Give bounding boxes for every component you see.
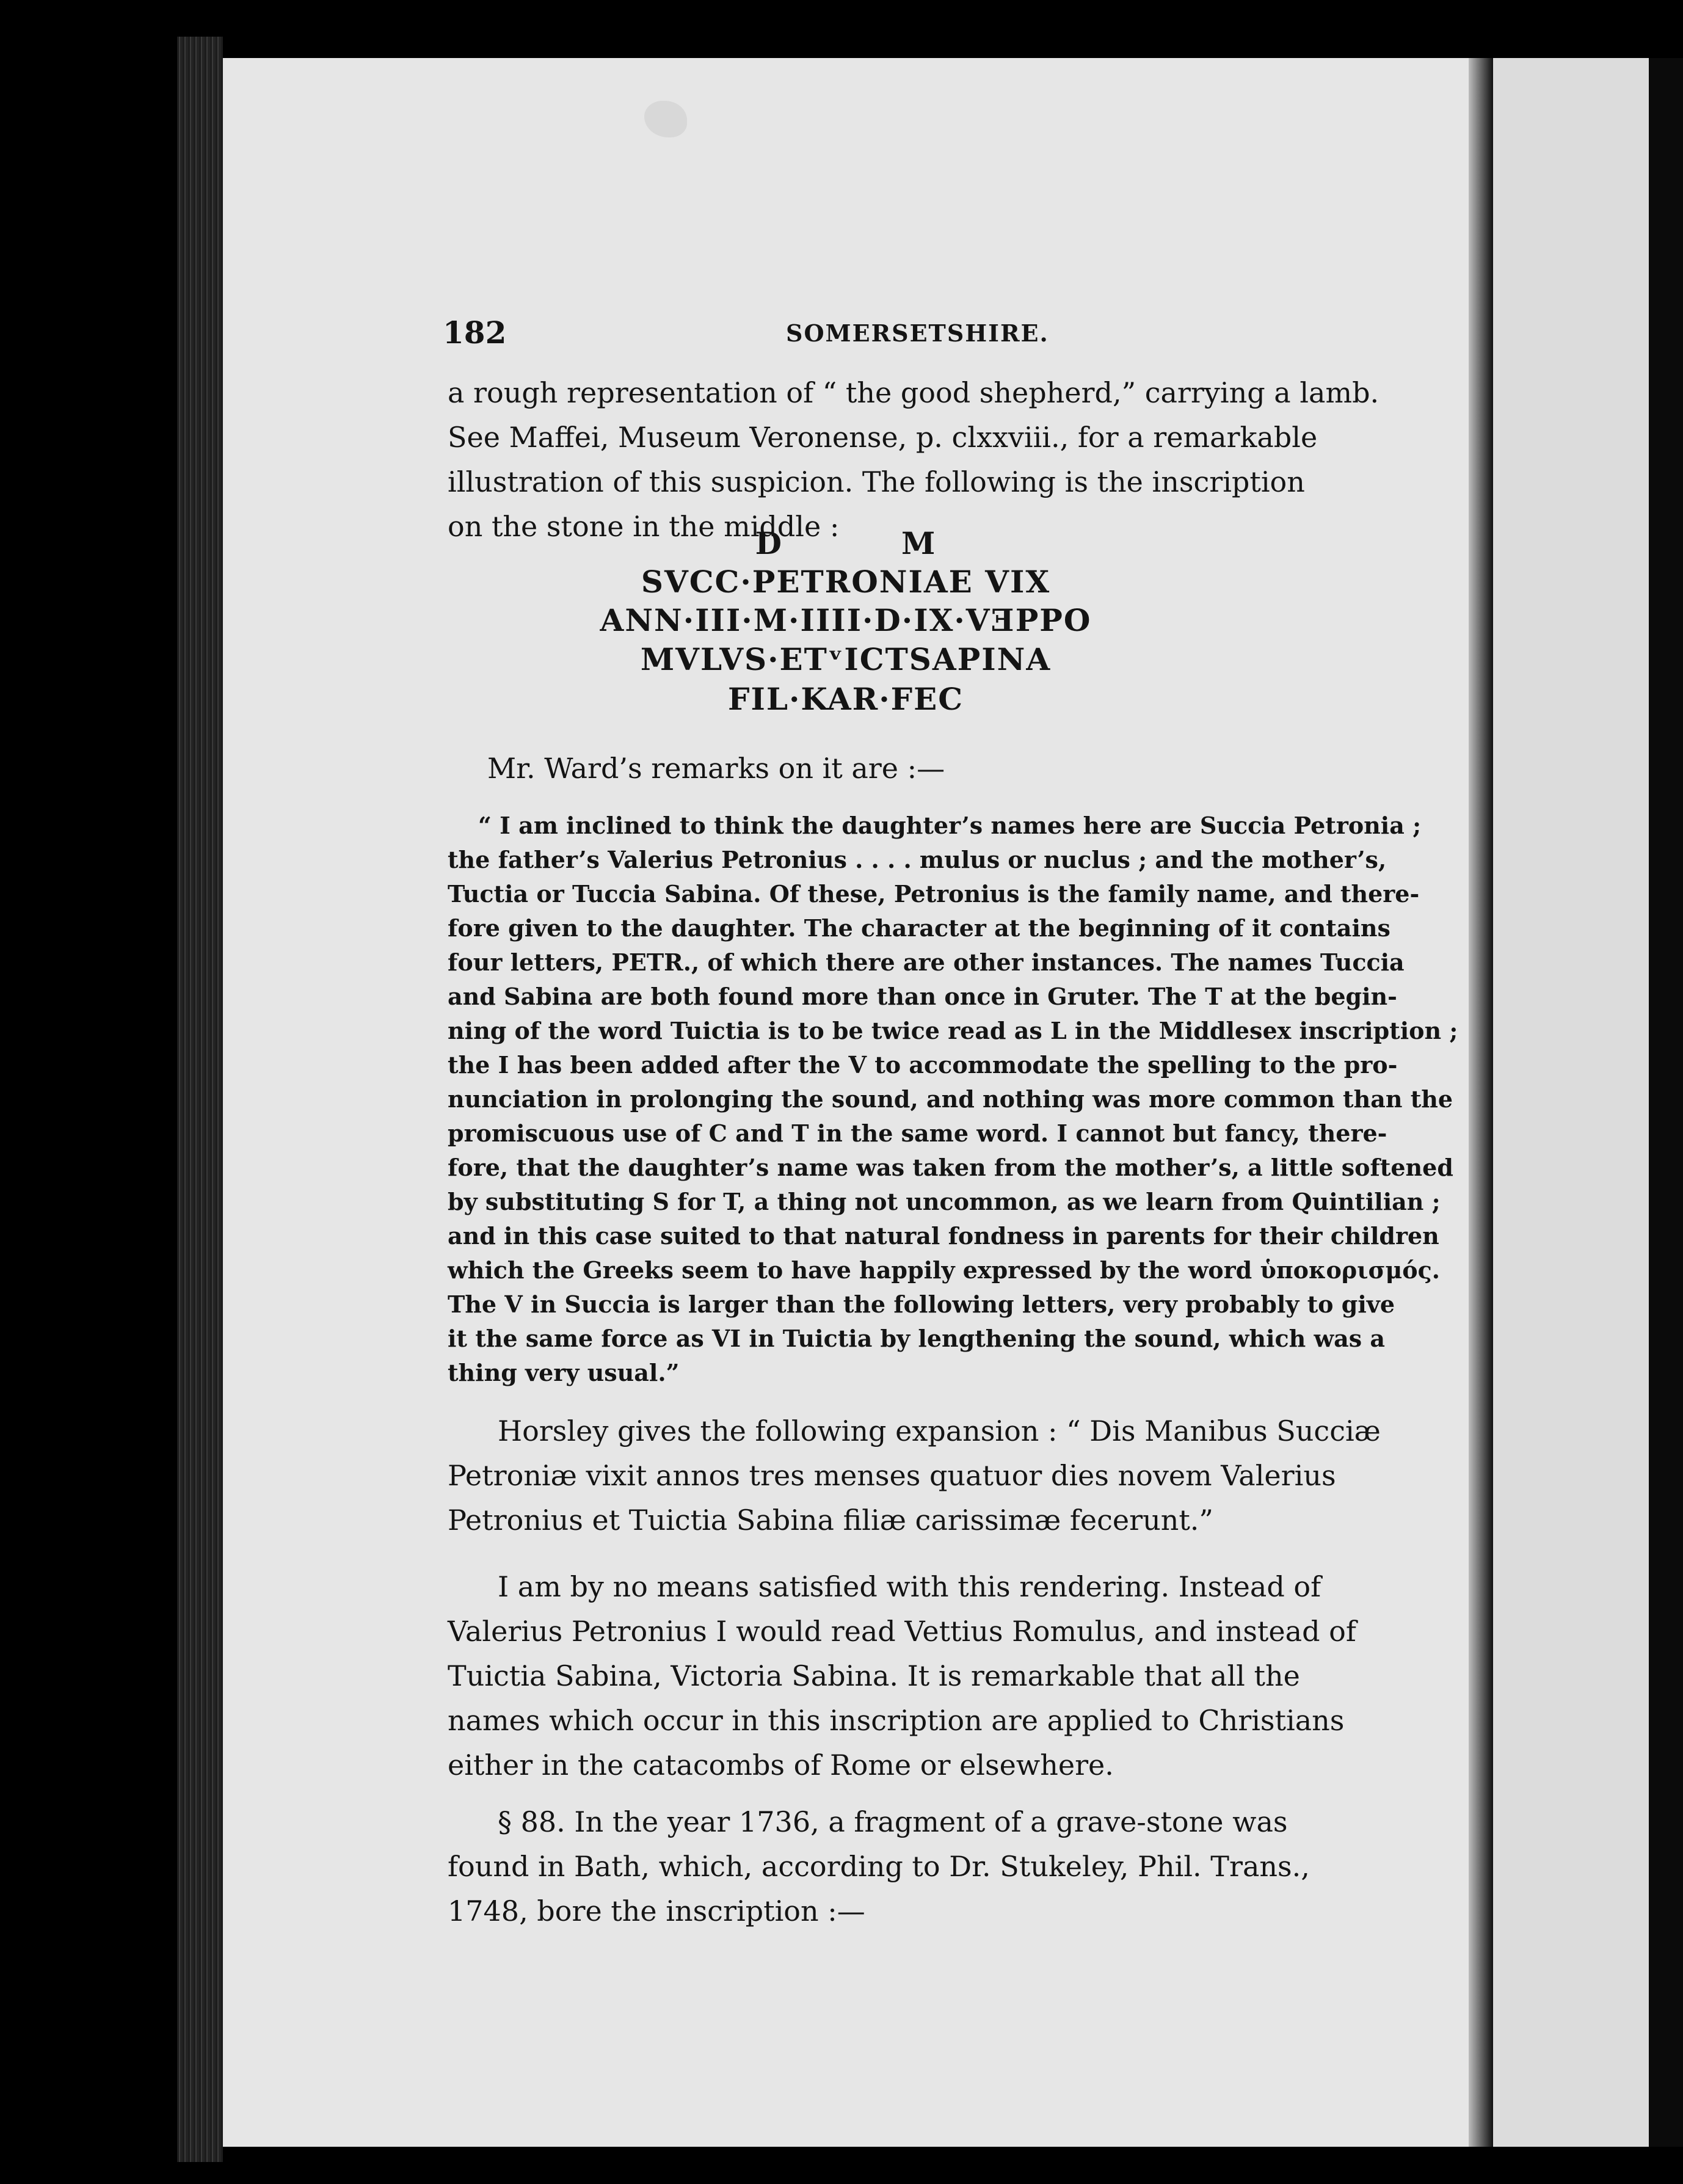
- inscription-line: SVCC·PETRONIAE VIX: [641, 564, 1051, 600]
- quote-line: fore given to the daughter. The character at the beginning of it contains: [448, 914, 1390, 942]
- quote-line: four letters, PETR., of which there are other instances. The names Tuccia: [448, 948, 1405, 976]
- quote-line: Tuctia or Tuccia Sabina. Of these, Petronius is the family name, and there-: [448, 880, 1420, 908]
- text-line: found in Bath, which, according to Dr. Stukeley, Phil. Trans.,: [448, 1850, 1310, 1883]
- text-line: on the stone in the middle :: [448, 510, 840, 543]
- text-line: I am by no means satisfied with this rendering. Instead of: [498, 1570, 1321, 1603]
- page-header: [223, 315, 1469, 351]
- inscription-line: D M: [755, 525, 937, 561]
- quote-line: The V in Succia is larger than the following letters, very probably to give: [448, 1290, 1395, 1318]
- running-head: SOMERSETSHIRE.: [786, 319, 1049, 347]
- quote-line: and in this case suited to that natural fondness in parents for their children: [448, 1222, 1439, 1250]
- text-line: Petroniæ vixit annos tres menses quatuor dies novem Valerius: [448, 1459, 1336, 1492]
- book-page: [223, 58, 1469, 2147]
- text-line: illustration of this suspicion. The following is the inscription: [448, 465, 1305, 498]
- quote-line: and Sabina are both found more than once in Gruter. The T at the begin-: [448, 983, 1397, 1010]
- quote-line: which the Greeks seem to have happily expressed by the word ὑποκορισμός.: [448, 1256, 1441, 1284]
- quote-line: nunciation in prolonging the sound, and nothing was more common than the: [448, 1085, 1453, 1113]
- text-line: names which occur in this inscription are applied to Christians: [448, 1704, 1345, 1737]
- text-line: either in the catacombs of Rome or elsewhere.: [448, 1749, 1114, 1782]
- paper-smudge: [644, 101, 687, 137]
- text-line: 1748, bore the inscription :—: [448, 1895, 865, 1927]
- text-line: Valerius Petronius I would read Vettius Romulus, and instead of: [448, 1615, 1356, 1648]
- text-line: § 88. In the year 1736, a fragment of a grave-stone was: [498, 1805, 1288, 1838]
- inscription-line: MVLVS·ETᵛICTSAPINA: [640, 641, 1052, 677]
- quote-line: thing very usual.”: [448, 1359, 680, 1386]
- page-number: 182: [443, 315, 507, 351]
- text-line: Tuictia Sabina, Victoria Sabina. It is remarkable that all the: [448, 1659, 1300, 1692]
- quote-line: the I has been added after the V to accommodate the spelling to the pro-: [448, 1051, 1398, 1079]
- quote-line: fore, that the daughter’s name was taken from the mother’s, a little softened: [448, 1154, 1453, 1181]
- text-line: See Maffei, Museum Veronense, p. clxxviii., for a remarkable: [448, 421, 1318, 454]
- quote-line: the father’s Valerius Petronius . . . . mulus or nuclus ; and the mother’s,: [448, 846, 1387, 873]
- inscription-line: FIL·KAR·FEC: [727, 681, 964, 717]
- text-line: Petronius et Tuictia Sabina filiæ carissimæ fecerunt.”: [448, 1504, 1213, 1537]
- quote-line: by substituting S for T, a thing not uncommon, as we learn from Quintilian ;: [448, 1188, 1441, 1215]
- quote-line: “ I am inclined to think the daughter’s names here are Succia Petronia ;: [478, 812, 1422, 839]
- quote-line: promiscuous use of C and T in the same word. I cannot but fancy, there-: [448, 1119, 1387, 1147]
- book-edge: [177, 37, 223, 2162]
- inscription-line: ANN·III·M·IIII·D·IX·VƎPPO: [600, 602, 1092, 638]
- book-gutter: [1469, 58, 1493, 2147]
- remarks-intro: Mr. Ward’s remarks on it are :—: [487, 752, 945, 785]
- quote-line: it the same force as VI in Tuictia by lengthening the sound, which was a: [448, 1325, 1386, 1352]
- scan-border: [1649, 58, 1683, 2147]
- quote-line: ning of the word Tuictia is to be twice read as L in the Middlesex inscription ;: [448, 1017, 1458, 1044]
- text-line: a rough representation of “ the good shepherd,” carrying a lamb.: [448, 376, 1379, 409]
- text-line: Horsley gives the following expansion : “ Dis Manibus Succiæ: [498, 1414, 1381, 1447]
